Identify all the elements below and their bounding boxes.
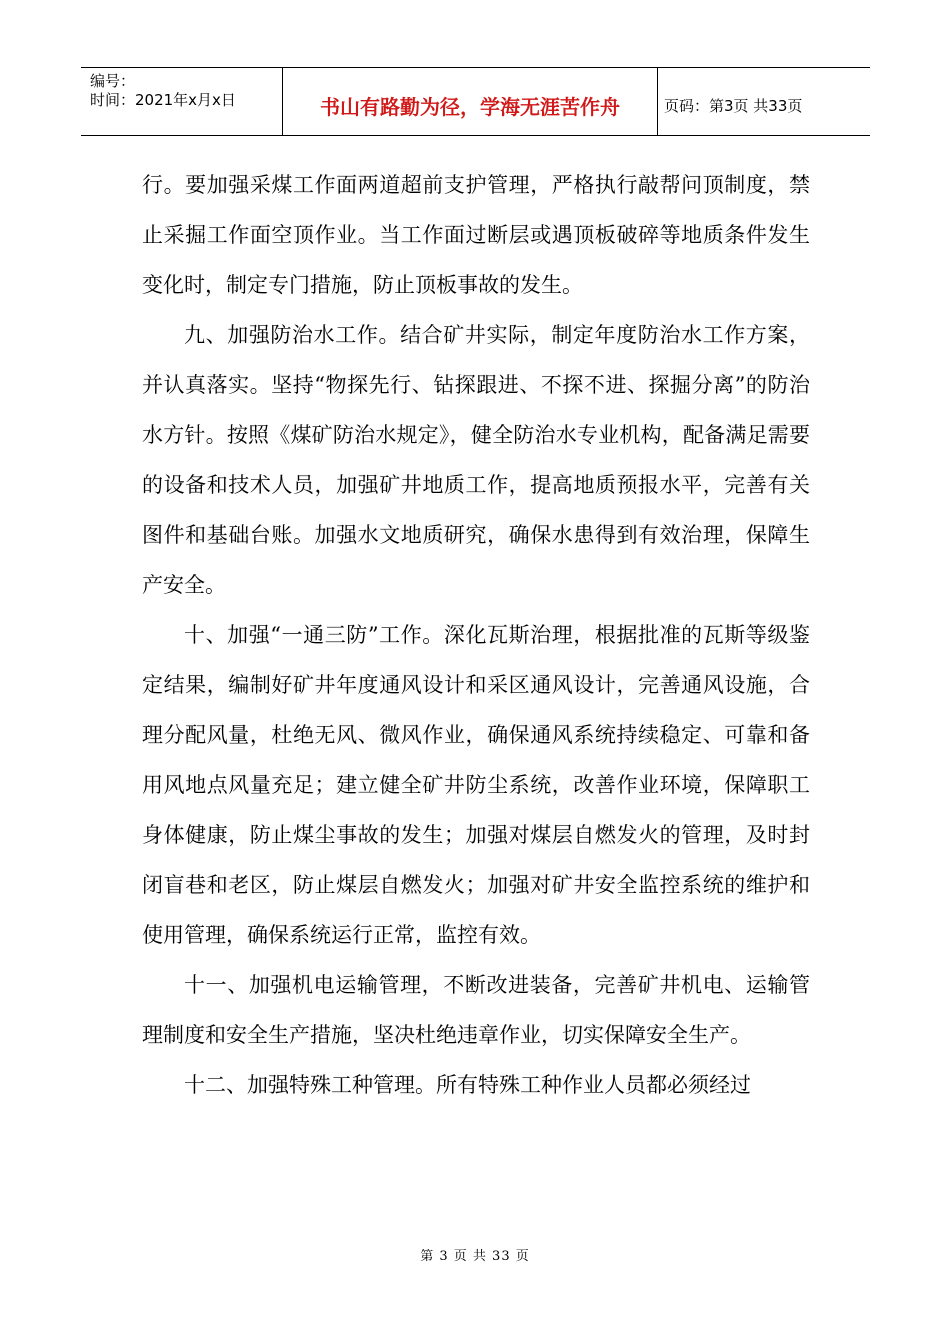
time-label: 时间：2021年x月x日 [90,91,236,109]
paragraph-section-10: 十、加强“一通三防”工作。深化瓦斯治理，根据批准的瓦斯等级鉴定结果，编制好矿井年度通风设计和采区通风设计，完善通风设施，合理分配风量，杜绝无风、微风作业，确保通风系统持续稳定、可靠和备用风地点风量充足；建立健全矿井防尘系统，改善作业环境，保障职工身体健康，防止煤尘事故的发生；加强对煤层自燃发火的管理，及时封闭盲巷和老区，防止煤层自燃发火；加强对矿井安全监控系统的维护和使用管理，确保系统运行正常，监控有效。 [142,623,810,947]
paragraph-section-11: 十一、加强机电运输管理，不断改进装备，完善矿井机电、运输管理制度和安全生产措施，坚决杜绝违章作业，切实保障安全生产。 [142,973,810,1047]
page-header [81,67,870,136]
paragraph-section-9: 九、加强防治水工作。结合矿井实际，制定年度防治水工作方案，并认真落实。坚持“物探先行、钻探跟进、不探不进、探掘分离”的防治水方针。按照《煤矿防治水规定》，健全防治水专业机构，配备满足需要的设备和技术人员，加强矿井地质工作，提高地质预报水平，完善有关图件和基础台账。加强水文地质研究，确保水患得到有效治理，保障生产安全。 [142,323,810,597]
header-meta-cell [81,68,283,135]
document-body [142,160,810,1110]
number-label: 编号： [90,72,136,90]
header-page-info: 页码：第3页 共33页 [664,97,803,115]
paragraph-section-12: 十二、加强特殊工种管理。所有特殊工种作业人员都必须经过 [184,1073,751,1097]
header-motto: 书山有路勤为径，学海无涯苦作舟 [283,68,658,135]
paragraph-continuation: 行。要加强采煤工作面两道超前支护管理，严格执行敲帮问顶制度，禁止采掘工作面空顶作业。当工作面过断层或遇顶板破碎等地质条件发生变化时，制定专门措施，防止顶板事故的发生。 [142,173,810,297]
page-footer: 第 3 页 共 33 页 [420,1249,530,1264]
